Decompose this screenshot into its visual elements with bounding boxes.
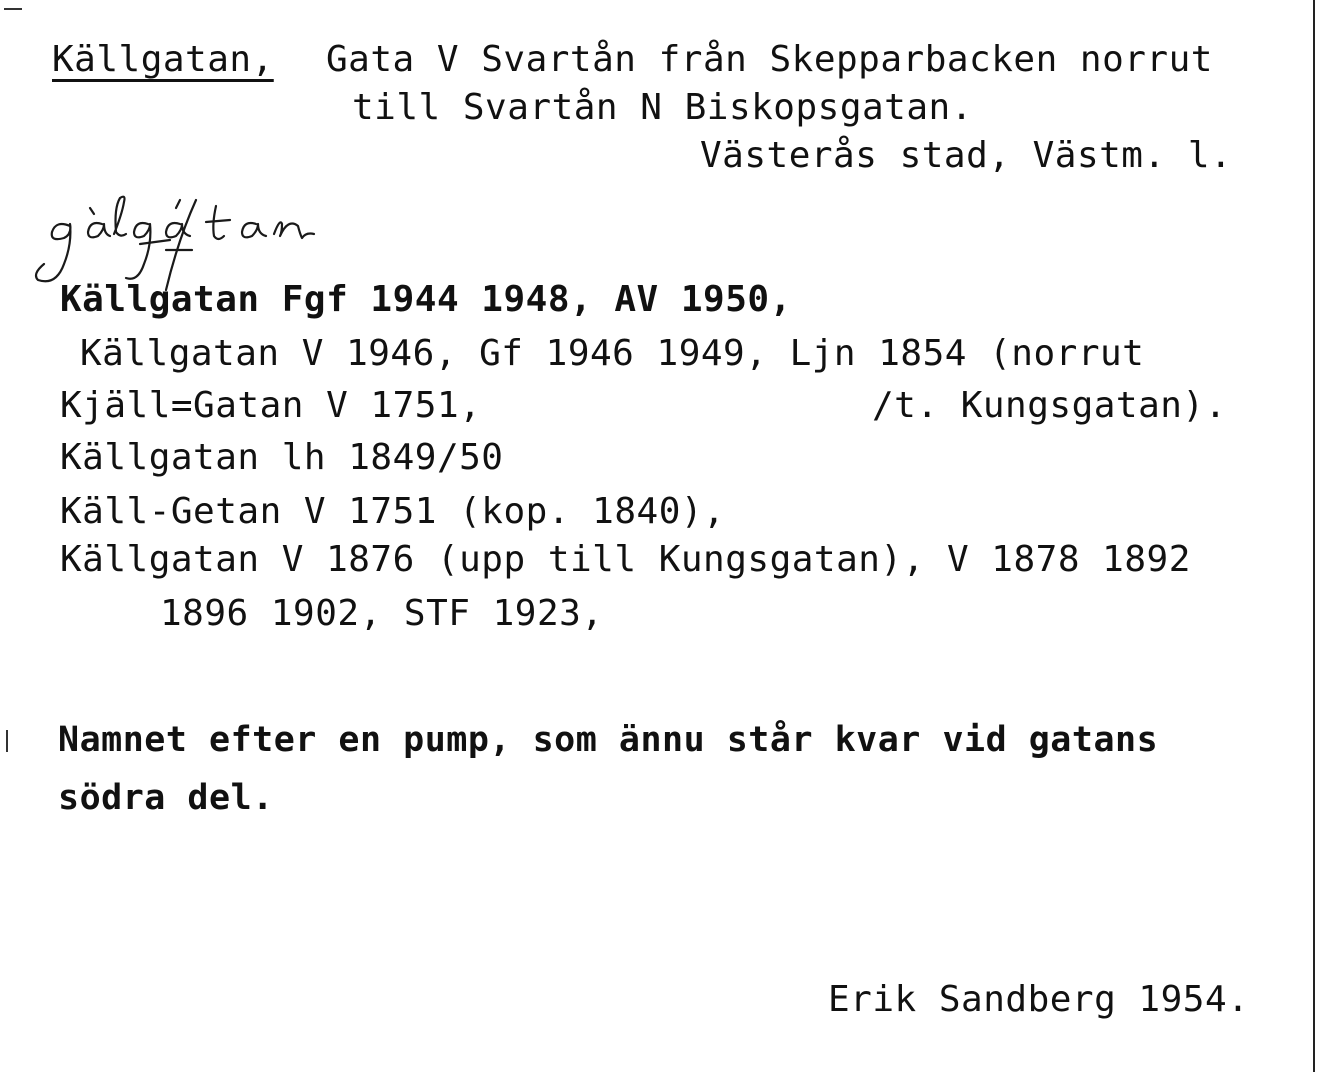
citation-7: 1896 1902, STF 1923, — [160, 593, 604, 634]
description-line-1: Gata V Svartån från Skepparbacken norrut — [326, 39, 1213, 80]
citation-2: Källgatan V 1946, Gf 1946 1949, Ljn 1854 (norrut — [80, 333, 1145, 374]
explanation-line-2: södra del. — [58, 778, 274, 818]
card-right-edge — [1313, 0, 1315, 1072]
citation-4: Källgatan lh 1849/50 — [60, 437, 504, 478]
signature: Erik Sandberg 1954. — [828, 979, 1250, 1020]
citation-3: Kjäll=Gatan V 1751, — [60, 385, 482, 426]
location-line: Västerås stad, Västm. l. — [700, 135, 1233, 176]
description-line-2: till Svartån N Biskopsgatan. — [352, 87, 973, 128]
citation-6: Källgatan V 1876 (upp till Kungsgatan), V 1878 1892 — [60, 539, 1191, 580]
card-top-left-mark — [4, 8, 22, 10]
citation-1: Källgatan Fgf 1944 1948, AV 1950, — [60, 279, 792, 320]
headword: Källgatan, — [52, 39, 274, 80]
explanation-line-1: Namnet efter en pump, som ännu står kvar vid gatans — [58, 720, 1159, 760]
card-left-mark — [6, 730, 8, 752]
citation-5: Käll-Getan V 1751 (kop. 1840), — [60, 491, 726, 532]
citation-3-continued: /t. Kungsgatan). — [872, 385, 1227, 426]
